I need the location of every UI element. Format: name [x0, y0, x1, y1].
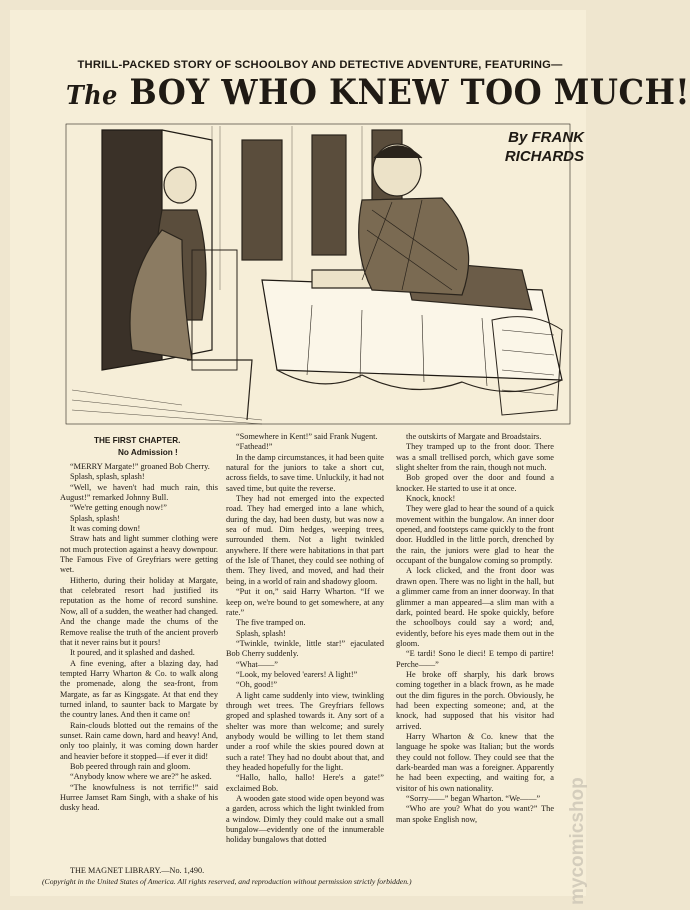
- byline-by: By: [508, 129, 528, 146]
- paragraph: the outskirts of Margate and Broadstairs.: [406, 432, 542, 441]
- paragraph: In the damp circumstances, it had been quite natural for the juniors to take a short cut, across fields, to save time. Unluckily, it had not saved time, but quite the reverse.: [226, 452, 384, 493]
- copyright-notice: (Copyright in the United States of America. All rights reserved, and reproduction without permission strictly forbidden.): [42, 877, 412, 886]
- library-footer: THE MAGNET LIBRARY.—No. 1,490.: [70, 866, 205, 875]
- paragraph: “Fathead!”: [236, 442, 273, 452]
- paragraph: They were glad to hear the sound of a quick movement within the bungalow. An inner door opened, and footsteps came quickly to the front door. Huddled in the little porch, drenched by the rain, the juniors were glad to hear the occupant of the bungalow coming so promptly.: [396, 504, 554, 566]
- paragraph: “What——”: [236, 659, 278, 669]
- chapter-heading: THE FIRST CHAPTER.: [94, 436, 181, 445]
- story-illustration: [62, 120, 574, 430]
- paragraph: The five tramped on.: [236, 618, 306, 628]
- paragraph: A light came suddenly into view, twinkling through wet trees. The Greyfriars fellows groped and splashed towards it. Any sort of a shelter was more than welcome; and surely anybody would be willing to let them stand under a roof while the skies poured down at such a rate! They had no doubt about that, and they headed hopefully for the light.: [226, 690, 384, 772]
- paragraph: A lock clicked, and the front door was drawn open. There was no light in the hall, but a glimmer came from an inner doorway. In that glimmer a man appeared—a slim man with a dark, pointed beard. He spoke quickly, before the schoolboys could say a word; and, evidently, before his eyes made them out in the gloom.: [396, 566, 554, 648]
- paragraph: “Look, my beloved 'earers! A light!”: [236, 669, 358, 679]
- title-prefix: The: [66, 81, 118, 111]
- title-main: BOY WHO KNEW TOO MUCH!: [129, 72, 690, 113]
- paragraph: It poured, and it splashed and dashed.: [70, 648, 195, 658]
- paragraph: Harry Wharton & Co. knew that the language he spoke was Italian; but the words they could not follow. They could see that the dark-bearded man was a foreigner. Apparently he had been expecting, and waiting for, a visitor of his own nationality.: [396, 731, 554, 793]
- story-title: [66, 72, 690, 113]
- chapter-subheading: No Admission !: [118, 448, 178, 457]
- paragraph: “Twinkle, twinkle, little star!” ejaculated Bob Cherry suddenly.: [226, 638, 384, 659]
- paragraph: Bob peered through rain and gloom.: [70, 761, 191, 771]
- paragraph: Rain-clouds blotted out the remains of the sunset. Rain came down, hard and heavy! And, only too plainly, it was coming down harder and heavier before it stopped—if ever it did!: [60, 720, 218, 761]
- paragraph: They had not emerged into the expected road. They had emerged into a lane which, during the day, had been dusty, but was now a sea of mud. Dim hedges, weeping trees, surrounded them. Not a light twinkled anywhere. If there were habitations in that part of the Isle of Thanet, they could see nothing of them. They lived, and moved, and had their being, in a world of rain and shadowy gloom.: [226, 494, 384, 586]
- paragraph: Splash, splash!: [236, 628, 286, 638]
- paragraph: “Who are you? What do you want?” The man spoke English now,: [396, 804, 554, 824]
- paragraph: Splash, splash!: [70, 513, 120, 523]
- paragraph: “Well, we haven't had much rain, this August!” remarked Johnny Bull.: [60, 482, 218, 503]
- story-kicker: THRILL-PACKED STORY OF SCHOOLBOY AND DETECTIVE ADVENTURE, FEATURING—: [77, 59, 563, 71]
- paragraph: He broke off sharply, his dark brows coming together in a black frown, as he made out the dim figures in the porch. Obviously, he had been expecting someone; and, at the knock, had supposed that his visitor had arrived.: [396, 669, 554, 731]
- text-column-1: [60, 462, 218, 814]
- paragraph: Splash, splash, splash!: [70, 472, 145, 482]
- paragraph: “Sorry——” began Wharton. “We——”: [406, 794, 541, 804]
- paragraph: “Somewhere in Kent!” said Frank Nugent.: [236, 432, 378, 441]
- paragraph: “The knowfulness is not terrific!” said Hurree Jamset Ram Singh, with a shake of his dusky head.: [60, 782, 218, 813]
- paragraph: Bob groped over the door and found a knocker. He started to use it at once.: [396, 473, 554, 493]
- text-column-2: [226, 432, 384, 846]
- paragraph: They tramped up to the front door. There was a small trellised porch, which gave some slight shelter from the rain, though not much.: [396, 442, 554, 473]
- paragraph: A fine evening, after a blazing day, had tempted Harry Wharton & Co. to walk along the promenade, along the sea-front, from Margate, as far as Kingsgate. At that end they turned inland, to saunter back to Margate by the country lanes. And then it came on!: [60, 658, 218, 720]
- paragraph: It was coming down!: [70, 524, 141, 534]
- text-column-3: [396, 432, 554, 825]
- paragraph: A wooden gate stood wide open beyond was a garden, across which the light twinkled from a window. Dimly they could make out a small bungalow—evidently one of the innumerable holiday bungalows that dotted: [226, 794, 384, 845]
- byline-first: FRANK: [531, 129, 584, 146]
- paragraph: “E tardi! Sono le dieci! E tempo di partire! Perche——”: [396, 649, 554, 669]
- paragraph: Hitherto, during their holiday at Margate, that celebrated resort had justified its reputation as the home of record sunshine. Now, all of a sudden, the weather had changed. And the change made the chums of the Remove realise the truth of the ancient proverb that it never rains but it pours!: [60, 575, 218, 647]
- paragraph: Knock, knock!: [406, 494, 456, 504]
- paragraph: Straw hats and light summer clothing were not much protection against a heavy downpour. The Famous Five of Greyfriars were getting wet.: [60, 534, 218, 575]
- svg-text:mycomicshop: mycomicshop: [567, 777, 588, 905]
- paragraph: “We're getting enough now!”: [70, 503, 167, 513]
- watermark: [567, 660, 589, 910]
- byline-last: RICHARDS: [504, 148, 584, 165]
- paragraph: “MERRY Margate!” groaned Bob Cherry.: [70, 462, 210, 471]
- paragraph: “Put it on,” said Harry Wharton. “If we keep on, we're bound to get somewhere, at any rate.”: [226, 587, 384, 617]
- paragraph: “Oh, good!”: [236, 680, 278, 690]
- paragraph: “Anybody know where we are?” he asked.: [70, 772, 212, 782]
- paragraph: “Hallo, hallo, hallo! Here's a gate!” exclaimed Bob.: [226, 773, 384, 793]
